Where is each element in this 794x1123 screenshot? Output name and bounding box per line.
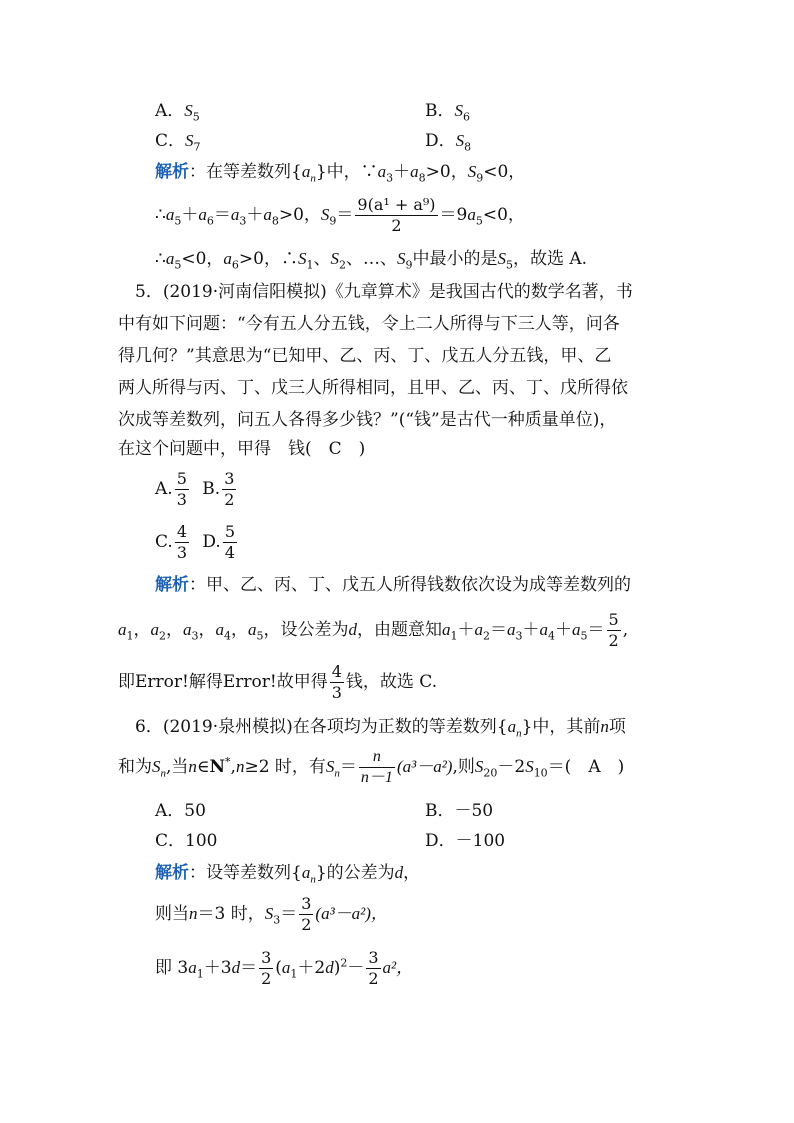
q5-option-a: A. $\frac{5}{3}$ xyxy=(155,469,187,509)
q5-options-row-1 xyxy=(155,467,238,511)
q4-option-d: D．$S_8$ xyxy=(425,131,472,154)
q6-option-b: B．－50 xyxy=(425,801,494,821)
q6-text-line-1: 6．(2019·泉州模拟)在各项均为正数的等差数列$\{a_n\}$中，其前n项 xyxy=(135,717,626,740)
q6-option-c: C．100 xyxy=(155,831,218,851)
q5-option-c: C. $\frac{4}{3}$ xyxy=(155,522,187,562)
q6-solution-line-3: 即 $3a_1+3d=$ $\frac{3}{2}$ $(a_1+2d)^2-$ $\frac{3}{2}$ a²， xyxy=(155,948,414,988)
q6-solution-line-1: 解析：设等差数列$\{a_n\}$的公差为d， xyxy=(155,863,421,886)
q5-text-line-5: 次成等差数列，问五人各得多少钱？”(“钱”是古代一种质量单位)， xyxy=(118,410,617,430)
q5-solution-line-2: $a_1$，$a_2$，$a_3$，$a_4$，$a_5$，设公差为d，由题意知$a_1+a_2=a_3+a_4+a_5=$ $\frac{5}{2}$ , xyxy=(118,610,629,650)
q4-fraction: $\frac{\text{9(a¹ + a⁹)}}{2}$ xyxy=(357,195,436,235)
q5-text-line-4: 两人所得与丙、丁、戊三人所得相同，且甲、乙、丙、丁、戊所得依 xyxy=(118,378,628,398)
q4-solution-line-2: $\therefore a_5+a_6=a_3+a_8>0$，$S_9=$ $\frac{\text{9(a¹ + a⁹)}}{2}$ $=9a_5<0$， xyxy=(155,195,525,235)
q5-option-d: D. $\frac{5}{4}$ xyxy=(202,522,236,562)
q5-fraction-sum: $\frac{5}{2}$ xyxy=(608,610,619,650)
q4-solution-line-3: $\therefore a_5<0$，$a_6>0$，$\therefore S_1$、$S_2$、…、$S_9$中最小的是$S_5$，故选 A. xyxy=(155,249,588,272)
q5-solution-line-3: 即Error!解得Error!故甲得 $\frac{4}{3}$ 钱，故选 C. xyxy=(118,662,438,702)
q5-text-line-3: 得几何？”其意思为“已知甲、乙、丙、丁、戊五人分五钱，甲、乙 xyxy=(118,346,612,366)
q6-text-line-2: 和为$S_n$,当n∈N*,n≥2 时，有$S_n=$ $\frac{n}{n-1}$ (a³－a²),则$S_{20}-2S_{10}=$( A ) xyxy=(118,748,625,786)
q5-text-line-1: 5．(2019·河南信阳模拟)《九章算术》是我国古代的数学名著，书 xyxy=(135,282,633,302)
q5-options-row-2 xyxy=(155,520,239,564)
q4-option-b: B．$S_6$ xyxy=(425,101,470,124)
q4-solution-line-1: 解析：在等差数列$\{a_n\}$中，$\because a_3+a_8>0$，$S_9<0$， xyxy=(155,162,526,185)
q4-option-c: C．$S_7$ xyxy=(155,131,201,154)
q6-option-a: A．50 xyxy=(155,801,206,821)
q5-text-line-6: 在这个问题中，甲得 钱( C ) xyxy=(118,439,366,459)
q5-text-line-2: 中有如下问题：“今有五人分五钱，令上二人所得与下三人等，问各 xyxy=(118,314,620,334)
q5-option-b: B. $\frac{3}{2}$ xyxy=(202,469,235,509)
q4-option-a: A．$S_5$ xyxy=(155,101,200,124)
q6-option-d: D．－100 xyxy=(425,831,506,851)
q5-fraction-answer: $\frac{4}{3}$ xyxy=(331,662,342,702)
q6-solution-line-2: 则当n＝3 时，$S_3=$ $\frac{3}{2}$ (a³－a²)， xyxy=(155,894,388,934)
q5-solution-line-1: 解析：甲、乙、丙、丁、戊五人所得钱数依次设为成等差数列的 xyxy=(155,575,631,595)
q6-fraction: $\frac{n}{n-1}$ xyxy=(360,748,393,786)
